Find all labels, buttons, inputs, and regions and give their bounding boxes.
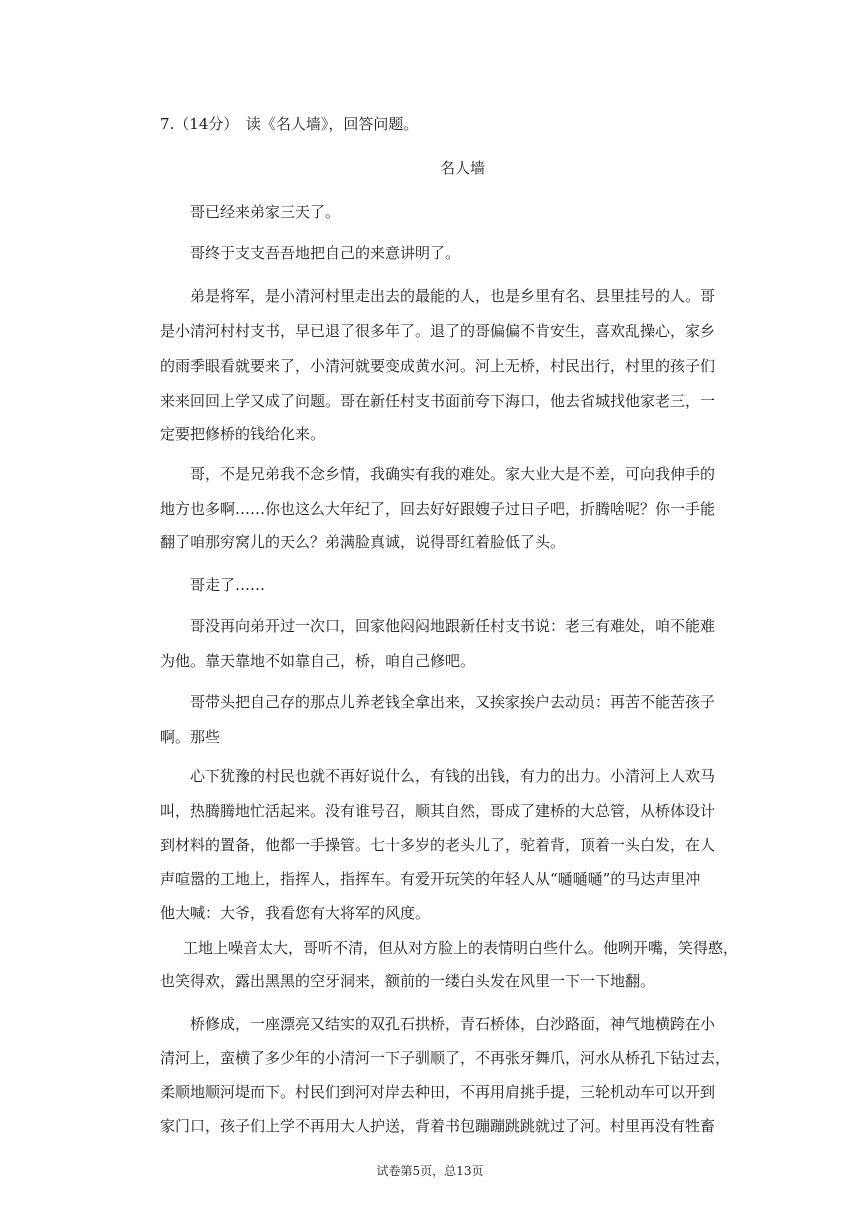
text-line: 翻了咱那穷窝儿的天么？弟满脸真诚，说得哥红着脸低了头。 — [160, 533, 566, 551]
text-line: 哥终于支支吾吾地把自己的来意讲明了。 — [190, 244, 461, 262]
text-line: 到材料的置备，他都一手操管。七十多岁的老头儿了，驼着背，顶着一头白发，在人 — [160, 836, 716, 854]
text-line: 也笑得欢，露出黑黑的空牙洞来，额前的一缕白头发在风里一下一下地翻。 — [160, 972, 656, 990]
text-line: 定要把修桥的钱给化来。 — [160, 425, 326, 443]
text-line: 是小清河村村支书，早已退了很多年了。退了的哥偏偏不肯安生，喜欢乱操心，家乡 — [160, 322, 716, 340]
text-line: 他大喊：大爷，我看您有大将军的风度。 — [160, 904, 431, 922]
text-line: 桥修成，一座漂亮又结实的双孔石拱桥，青石桥体，白沙路面，神气地横跨在小 — [190, 1015, 716, 1033]
text-line: 的雨季眼看就要来了，小清河就要变成黄水河。河上无桥，村民出行，村里的孩子们 — [160, 357, 716, 375]
text-line: 清河上，蛮横了多少年的小清河一下子驯顺了，不再张牙舞爪，河水从桥孔下钻过去， — [160, 1049, 731, 1067]
text-line: 家门口，孩子们上学不再用大人护送，背着书包蹦蹦跳跳就过了河。村里再没有牲畜 — [160, 1117, 716, 1135]
text-line: 弟是将军，是小清河村里走出去的最能的人，也是乡里有名、县里挂号的人。哥 — [190, 287, 716, 305]
text-line: 来来回回上学又成了问题。哥在新任村支书面前夸下海口，他去省城找他家老三，一 — [160, 392, 716, 410]
text-line: 心下犹豫的村民也就不再好说什么，有钱的出钱，有力的出力。小清河上人欢马 — [190, 767, 716, 785]
text-line: 哥带头把自己存的那点儿养老钱全拿出来，又挨家挨户去动员：再苦不能苦孩子 — [190, 693, 716, 711]
text-line: 工地上噪音太大，哥听不清，但从对方脸上的表情明白些什么。他咧开嘴，笑得憨， — [183, 939, 739, 957]
text-line: 叫，热腾腾地忙活起来。没有谁号召，顺其自然，哥成了建桥的大总管，从桥体设计 — [160, 802, 716, 820]
page-footer: 试卷第5页，总13页 — [376, 1164, 484, 1178]
text-line: 哥走了…… — [190, 576, 266, 594]
article-title: 名人墙 — [440, 159, 486, 177]
text-line: 哥已经来弟家三天了。 — [190, 203, 341, 221]
text-line: 声喧嚣的工地上，指挥人，指挥车。有爱开玩笑的年轻人从“嗵嗵嗵”的马达声里冲 — [160, 870, 701, 888]
text-line: 地方也多啊……你也这么大年纪了，回去好好跟嫂子过日子吧，折腾啥呢？你一手能 — [160, 500, 716, 518]
text-line: 哥，不是兄弟我不念乡情，我确实有我的难处。家大业大是不差，可向我伸手的 — [190, 465, 716, 483]
text-line: 啊。那些 — [160, 728, 221, 746]
question-header: 7.（14分） 读《名人墙》，回答问题。 — [160, 115, 419, 133]
text-line: 哥没再向弟开过一次口，回家他闷闷地跟新任村支书说：老三有难处，咱不能难 — [190, 617, 716, 635]
text-line: 为他。靠天靠地不如靠自己，桥，咱自己修吧。 — [160, 652, 476, 670]
text-line: 柔顺地顺河堤而下。村民们到河对岸去种田，不再用肩挑手提，三轮机动车可以开到 — [160, 1083, 716, 1101]
